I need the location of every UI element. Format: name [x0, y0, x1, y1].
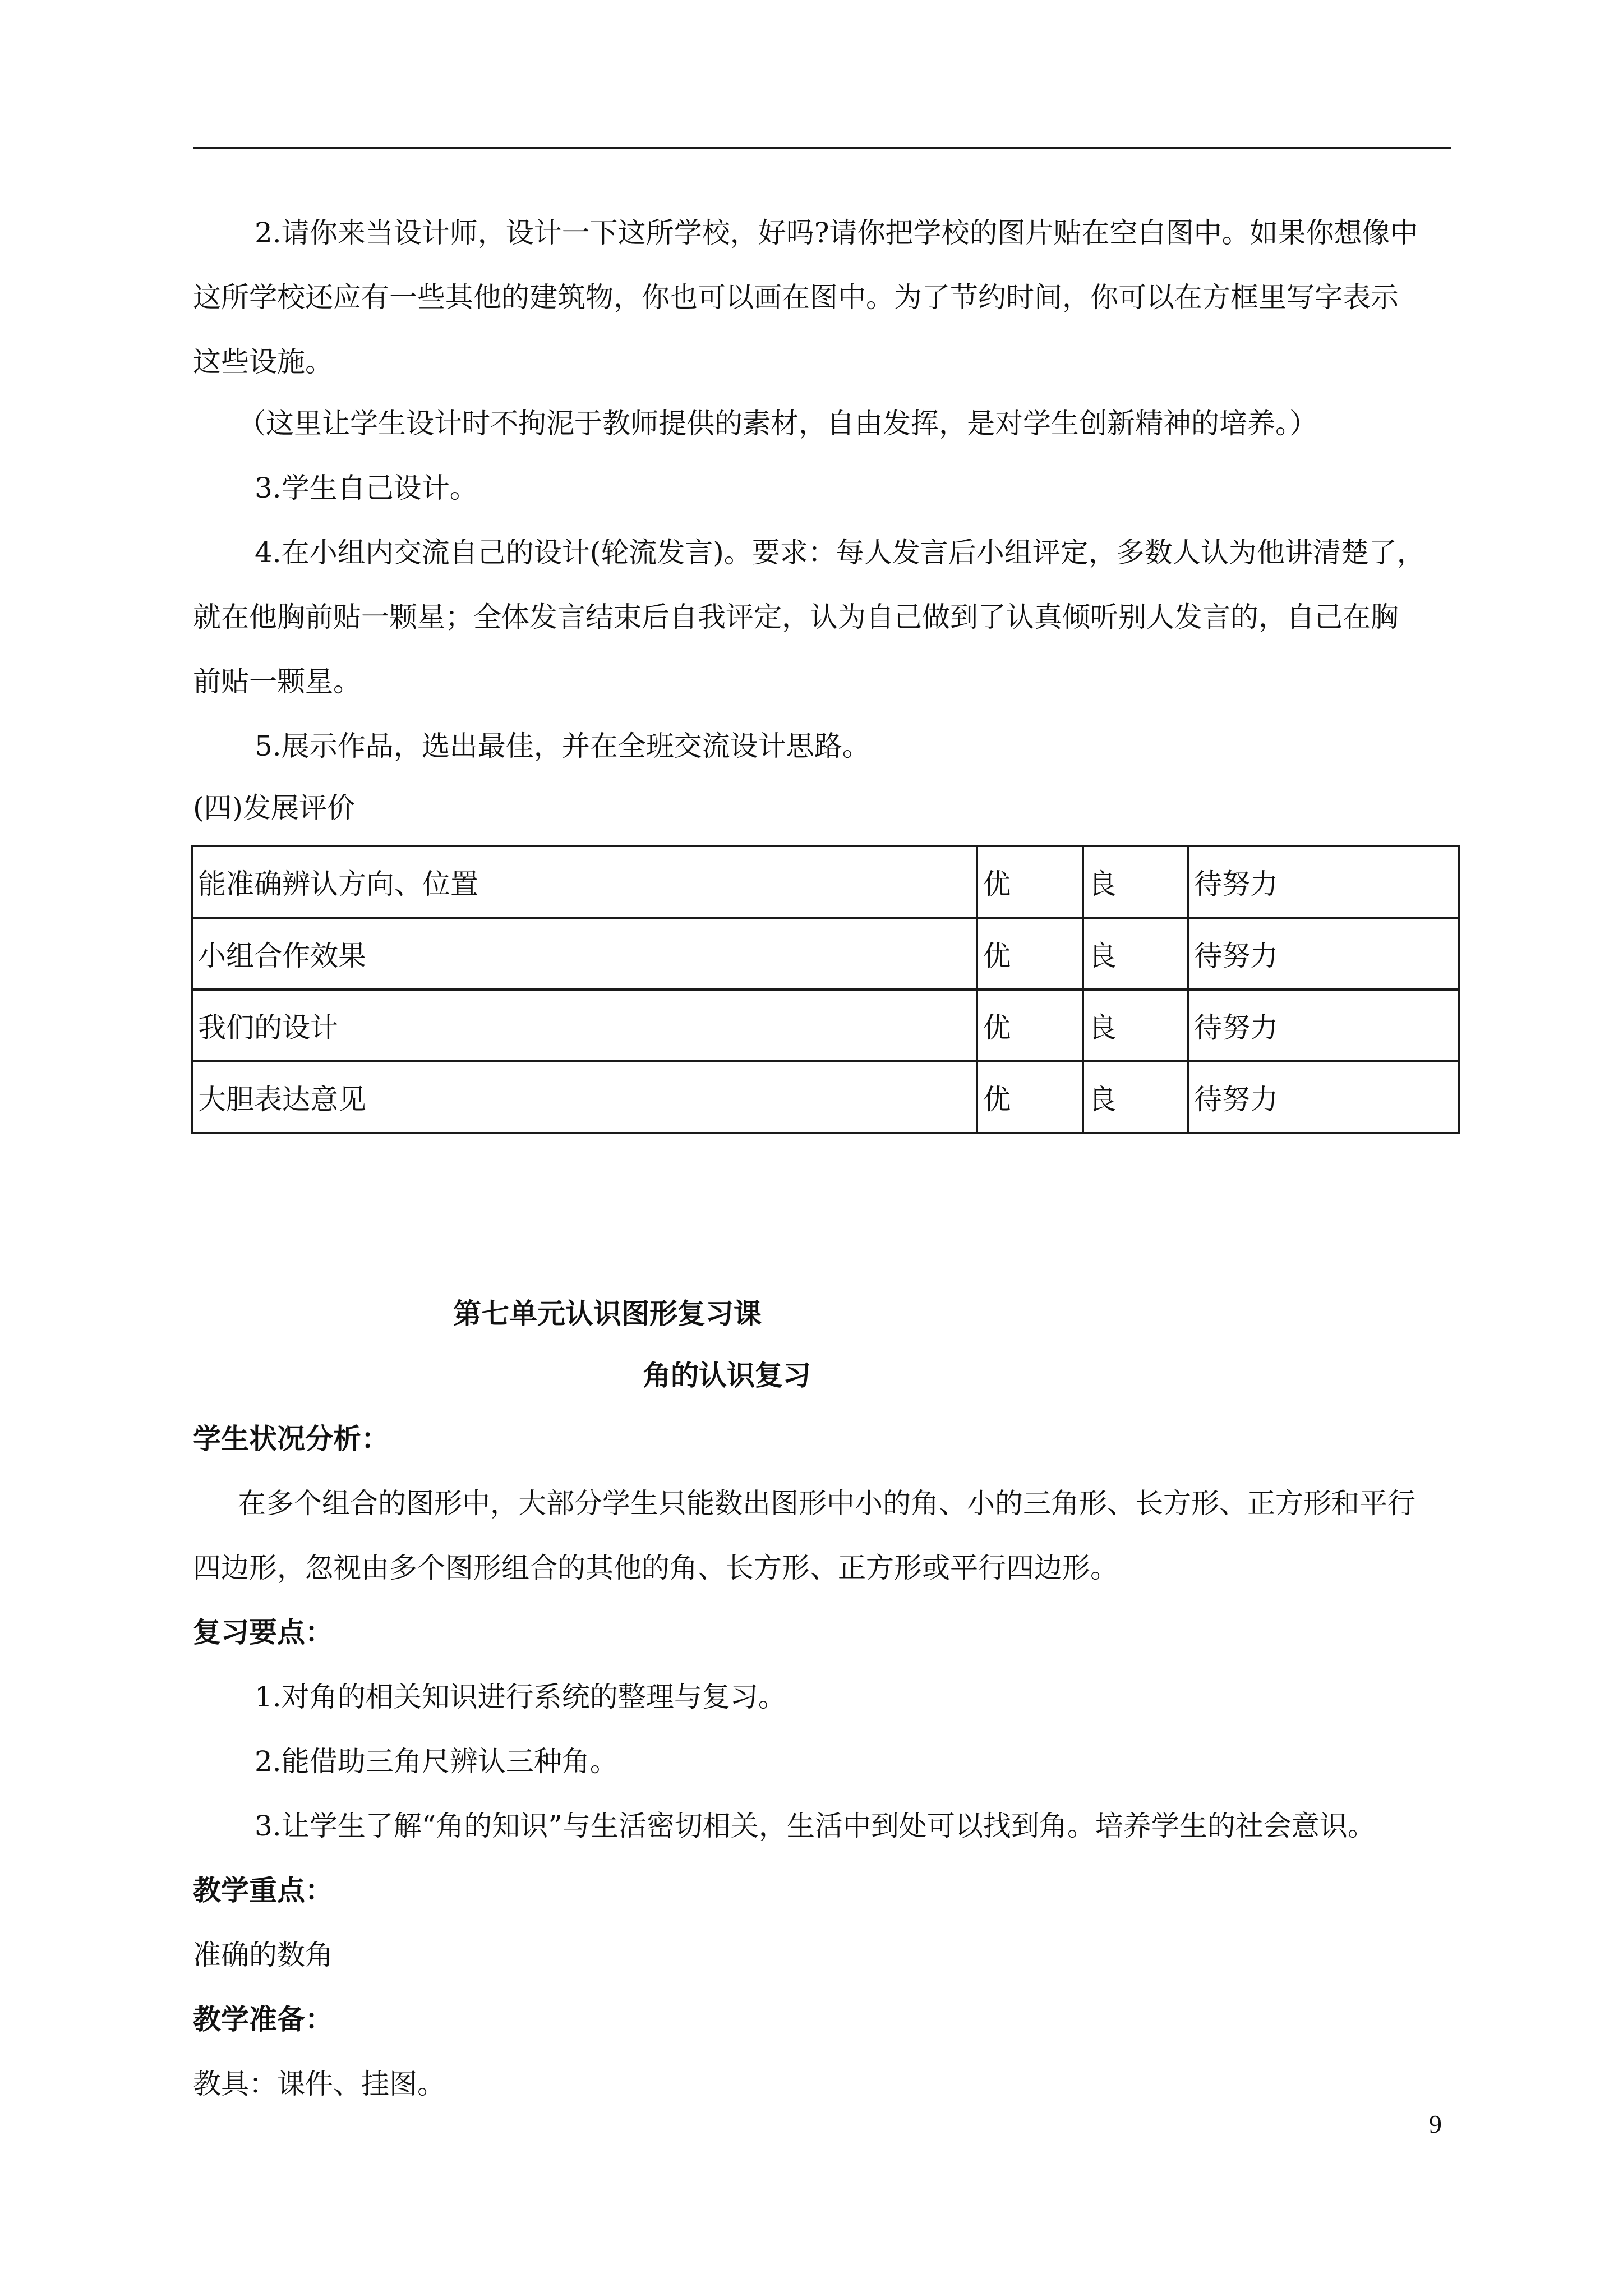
key-points-heading: 复习要点： [193, 1616, 333, 1649]
table-cell-grade: 优 [977, 990, 1083, 1061]
table-cell-grade: 待努力 [1188, 1061, 1459, 1133]
table-cell-grade: 待努力 [1188, 846, 1459, 918]
key-point-item: 1.对角的相关知识进行系统的整理与复习。 [255, 1681, 786, 1713]
section-heading-evaluation: (四)发展评价 [193, 792, 356, 824]
table-cell-item: 我们的设计 [192, 990, 977, 1061]
paragraph-design-line1: 2.请你来当设计师，设计一下这所学校，好吗?请你把学校的图片贴在空白图中。如果你想像中 [255, 217, 1418, 249]
table-cell-grade: 优 [977, 846, 1083, 918]
table-cell-grade: 优 [977, 918, 1083, 990]
unit-title: 第七单元认识图形复习课 [453, 1297, 762, 1330]
paragraph-design-line2: 这所学校还应有一些其他的建筑物，你也可以画在图中。为了节约时间，你可以在方框里写字表示 [193, 281, 1399, 314]
table-cell-grade: 优 [977, 1061, 1083, 1133]
table-row [192, 846, 1459, 918]
key-point-item: 2.能借助三角尺辨认三种角。 [255, 1745, 618, 1778]
lesson-title: 角的认识复习 [643, 1359, 811, 1392]
table-cell-grade: 良 [1083, 1061, 1189, 1133]
student-analysis-heading: 学生状况分析： [193, 1422, 389, 1455]
paragraph-design-line3: 这些设施。 [193, 346, 333, 378]
evaluation-table [191, 845, 1460, 1134]
table-cell-grade: 待努力 [1188, 990, 1459, 1061]
page-number: 9 [1429, 2110, 1442, 2138]
table-row [192, 990, 1459, 1061]
teaching-focus-heading: 教学重点： [193, 1874, 333, 1907]
table-cell-grade: 良 [1083, 918, 1189, 990]
paragraph-step3: 3.学生自己设计。 [255, 472, 478, 504]
table-cell-item: 小组合作效果 [192, 918, 977, 990]
student-analysis-line2: 四边形，忽视由多个图形组合的其他的角、长方形、正方形或平行四边形。 [193, 1552, 1118, 1584]
table-row [192, 918, 1459, 990]
paragraph-step5: 5.展示作品，选出最佳，并在全班交流设计思路。 [255, 730, 870, 762]
table-cell-grade: 待努力 [1188, 918, 1459, 990]
preparation-text: 教具：课件、挂图。 [193, 2068, 445, 2100]
header-rule [193, 147, 1451, 149]
paragraph-step4-line1: 4.在小组内交流自己的设计(轮流发言)。要求：每人发言后小组评定，多数人认为他讲清楚了， [255, 536, 1425, 569]
key-point-item: 3.让学生了解“角的知识”与生活密切相关，生活中到处可以找到角。培养学生的社会意识。 [255, 1810, 1376, 1842]
paragraph-step4-line2: 就在他胸前贴一颗星；全体发言结束后自我评定，认为自己做到了认真倾听别人发言的，自己在胸 [193, 601, 1399, 633]
table-row [192, 1061, 1459, 1133]
student-analysis-line1: 在多个组合的图形中，大部分学生只能数出图形中小的角、小的三角形、长方形、正方形和平行 [238, 1487, 1415, 1520]
preparation-heading: 教学准备： [193, 2003, 333, 2036]
teaching-focus-text: 准确的数角 [193, 1939, 333, 1971]
table-cell-grade: 良 [1083, 846, 1189, 918]
table-cell-item: 大胆表达意见 [192, 1061, 977, 1133]
table-cell-grade: 良 [1083, 990, 1189, 1061]
paragraph-step4-line3: 前贴一颗星。 [193, 665, 361, 698]
paragraph-teacher-note: （这里让学生设计时不拘泥于教师提供的素材，自由发挥，是对学生创新精神的培养。） [238, 407, 1317, 440]
table-cell-item: 能准确辨认方向、位置 [192, 846, 977, 918]
